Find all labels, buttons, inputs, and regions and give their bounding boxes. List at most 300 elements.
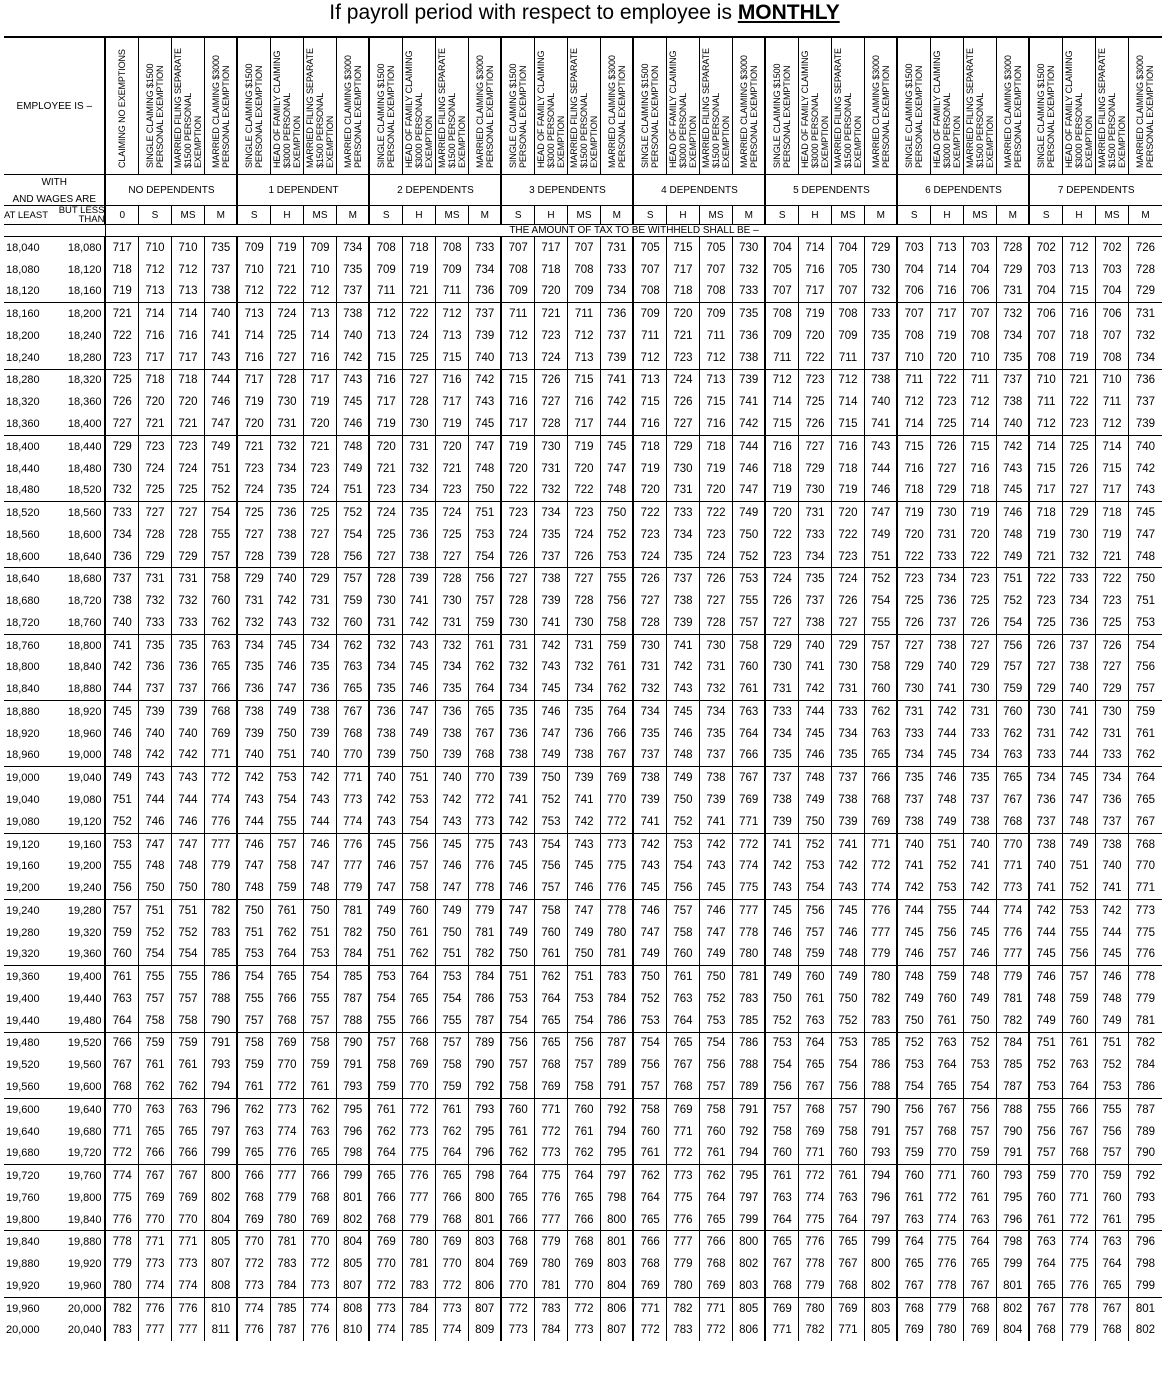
tax-amount: 715 (369, 347, 402, 369)
tax-amount: 742 (1062, 723, 1095, 745)
tax-amount: 725 (369, 524, 402, 546)
tax-amount: 757 (369, 1032, 402, 1054)
status-heading-text: HEAD OF FAMILY CLAIMING $3000 PERSONAL EXEMPTION (667, 50, 698, 168)
tax-amount: 771 (930, 1165, 963, 1187)
tax-amount: 758 (204, 568, 237, 590)
tax-amount: 804 (468, 1253, 501, 1275)
tax-amount: 779 (930, 1297, 963, 1319)
tax-amount: 782 (468, 944, 501, 966)
tax-amount: 749 (666, 767, 699, 789)
tax-amount: 774 (798, 1187, 831, 1209)
tax-amount: 788 (996, 1098, 1029, 1120)
tax-amount: 762 (567, 1142, 600, 1164)
tax-amount: 764 (567, 1165, 600, 1187)
table-row (4, 413, 1162, 435)
tax-amount: 734 (600, 281, 633, 303)
tax-amount: 724 (369, 502, 402, 524)
status-heading-text: MARRIED FILING SEPARATE $1500 PERSONAL EXEMPTION (568, 47, 599, 168)
tax-amount: 804 (600, 1275, 633, 1297)
tax-amount: 783 (864, 1010, 897, 1032)
tax-amount: 770 (1128, 855, 1162, 877)
tax-amount: 734 (963, 745, 996, 767)
tax-amount: 764 (963, 1231, 996, 1253)
tax-amount: 725 (303, 502, 336, 524)
tax-amount: 789 (468, 1032, 501, 1054)
wage-less-than: 18,120 (67, 263, 102, 276)
tax-amount: 748 (1062, 811, 1095, 833)
tax-amount: 754 (369, 988, 402, 1010)
tax-amount: 756 (534, 855, 567, 877)
tax-amount: 737 (765, 767, 798, 789)
status-heading-text: SINGLE CLAIMING $1500 PERSONAL EXEMPTION (904, 63, 925, 168)
tax-amount: 769 (633, 1275, 666, 1297)
tax-amount: 748 (765, 944, 798, 966)
tax-amount: 790 (1128, 1142, 1162, 1164)
tax-amount: 731 (930, 524, 963, 546)
tax-amount: 716 (930, 281, 963, 303)
tax-amount: 750 (1128, 568, 1162, 590)
tax-amount: 769 (831, 1297, 864, 1319)
tax-amount: 764 (1062, 1076, 1095, 1098)
tax-amount: 737 (864, 347, 897, 369)
tax-amount: 765 (897, 1253, 930, 1275)
tax-amount: 751 (270, 745, 303, 767)
tax-amount: 807 (204, 1253, 237, 1275)
tax-amount: 742 (963, 877, 996, 899)
tax-amount: 733 (105, 502, 138, 524)
table-row (4, 877, 1162, 899)
tax-amount: 772 (468, 789, 501, 811)
tax-amount: 762 (633, 1165, 666, 1187)
tax-amount: 771 (534, 1098, 567, 1120)
tax-amount: 709 (831, 325, 864, 347)
tax-amount: 761 (468, 634, 501, 656)
tax-amount: 748 (1095, 988, 1128, 1010)
tax-amount: 750 (963, 1010, 996, 1032)
tax-amount: 749 (831, 966, 864, 988)
tax-amount: 719 (501, 435, 534, 457)
tax-amount: 768 (897, 1297, 930, 1319)
tax-amount: 774 (105, 1165, 138, 1187)
tax-amount: 707 (699, 259, 732, 281)
tax-amount: 784 (402, 1297, 435, 1319)
tax-amount: 746 (567, 877, 600, 899)
tax-amount: 743 (633, 855, 666, 877)
tax-amount: 746 (930, 767, 963, 789)
wage-at-least: 18,440 (6, 462, 40, 475)
tax-amount: 798 (336, 1142, 369, 1164)
tax-amount: 733 (1095, 745, 1128, 767)
tax-amount: 707 (1029, 325, 1062, 347)
tax-amount: 716 (963, 458, 996, 480)
status-code: M (204, 206, 237, 225)
tax-amount: 777 (996, 944, 1029, 966)
tax-amount: 758 (138, 1010, 171, 1032)
tax-amount: 759 (1095, 1165, 1128, 1187)
tax-amount: 781 (270, 1231, 303, 1253)
tax-amount: 714 (897, 413, 930, 435)
tax-amount: 759 (996, 678, 1029, 700)
tax-amount: 752 (666, 811, 699, 833)
tax-amount: 745 (369, 833, 402, 855)
tax-amount: 758 (237, 1032, 270, 1054)
tax-amount: 799 (996, 1253, 1029, 1275)
tax-amount: 758 (534, 899, 567, 921)
tax-amount: 759 (369, 1076, 402, 1098)
tax-amount: 727 (534, 391, 567, 413)
tax-amount: 750 (270, 723, 303, 745)
tax-amount: 720 (831, 502, 864, 524)
tax-amount: 773 (666, 1165, 699, 1187)
tax-amount: 773 (303, 1275, 336, 1297)
tax-amount: 735 (798, 568, 831, 590)
tax-amount: 734 (765, 723, 798, 745)
tax-amount: 704 (1095, 281, 1128, 303)
tax-amount: 719 (567, 435, 600, 457)
tax-amount: 729 (1062, 502, 1095, 524)
tax-amount: 730 (435, 590, 468, 612)
tax-amount: 749 (798, 789, 831, 811)
wage-less-than: 19,200 (67, 860, 102, 873)
tax-amount: 739 (567, 767, 600, 789)
tax-amount: 740 (864, 391, 897, 413)
tax-amount: 767 (732, 767, 765, 789)
tax-amount: 723 (930, 391, 963, 413)
tax-amount: 777 (864, 922, 897, 944)
status-code: H (666, 206, 699, 225)
tax-amount: 743 (270, 612, 303, 634)
tax-amount: 777 (534, 1209, 567, 1231)
tax-amount: 769 (402, 1054, 435, 1076)
tax-amount: 747 (633, 922, 666, 944)
tax-amount: 745 (798, 723, 831, 745)
tax-amount: 727 (105, 413, 138, 435)
tax-amount: 725 (105, 369, 138, 391)
tax-amount: 758 (633, 1098, 666, 1120)
tax-amount: 751 (468, 502, 501, 524)
tax-amount: 747 (501, 899, 534, 921)
tax-amount: 709 (699, 303, 732, 325)
tax-amount: 719 (765, 479, 798, 501)
tax-amount: 782 (864, 988, 897, 1010)
wage-at-least: 18,120 (4, 281, 54, 303)
tax-amount: 749 (369, 899, 402, 921)
tax-amount: 745 (1095, 944, 1128, 966)
tax-amount: 727 (897, 634, 930, 656)
tax-amount: 759 (600, 634, 633, 656)
tax-amount: 747 (369, 877, 402, 899)
tax-amount: 784 (468, 966, 501, 988)
wage-less-than: 19,240 (54, 877, 106, 899)
tax-amount: 725 (270, 325, 303, 347)
tax-amount: 790 (996, 1121, 1029, 1143)
tax-amount: 770 (930, 1142, 963, 1164)
tax-amount: 738 (897, 811, 930, 833)
tax-amount: 758 (600, 612, 633, 634)
status-heading-text: MARRIED FILING SEPARATE $1500 PERSONAL EXEMPTION (964, 47, 995, 168)
tax-amount: 768 (864, 789, 897, 811)
tax-amount: 749 (732, 502, 765, 524)
wage-less-than: 18,600 (67, 528, 102, 541)
wage-at-least: 18,040 (6, 241, 40, 254)
tax-amount: 728 (534, 413, 567, 435)
tax-amount: 773 (237, 1275, 270, 1297)
status-code: M (600, 206, 633, 225)
tax-amount: 784 (270, 1275, 303, 1297)
tax-amount: 766 (369, 1187, 402, 1209)
tax-amount: 731 (534, 458, 567, 480)
tax-amount: 810 (336, 1320, 369, 1342)
tax-amount: 709 (237, 237, 270, 259)
wage-less-than: 19,400 (67, 971, 102, 984)
tax-amount: 761 (270, 899, 303, 921)
tax-amount: 791 (864, 1121, 897, 1143)
tax-amount: 761 (798, 988, 831, 1010)
tax-amount: 796 (864, 1187, 897, 1209)
tax-amount: 771 (204, 745, 237, 767)
tax-amount: 727 (666, 413, 699, 435)
tax-amount: 735 (996, 347, 1029, 369)
tax-amount: 726 (105, 391, 138, 413)
tax-amount: 735 (534, 524, 567, 546)
tax-amount: 749 (435, 899, 468, 921)
tax-amount: 752 (732, 546, 765, 568)
tax-amount: 763 (897, 1209, 930, 1231)
tax-amount: 710 (171, 237, 204, 259)
tax-amount: 740 (1062, 678, 1095, 700)
tax-amount: 757 (468, 590, 501, 612)
tax-amount: 798 (996, 1231, 1029, 1253)
tax-amount: 722 (1062, 391, 1095, 413)
status-code: M (732, 206, 765, 225)
tax-amount: 734 (270, 458, 303, 480)
status-code: S (765, 206, 798, 225)
table-row (4, 1187, 1162, 1209)
status-heading-text: SINGLE CLAIMING $1500 PERSONAL EXEMPTION (508, 63, 529, 168)
tax-amount: 773 (1128, 899, 1162, 921)
tax-amount: 726 (1029, 634, 1062, 656)
tax-amount: 745 (534, 678, 567, 700)
tax-amount: 744 (1029, 922, 1062, 944)
tax-amount: 768 (633, 1253, 666, 1275)
tax-amount: 765 (534, 1010, 567, 1032)
tax-amount: 775 (1128, 922, 1162, 944)
wage-less-than: 18,840 (67, 661, 102, 674)
tax-amount: 768 (798, 1098, 831, 1120)
tax-amount: 719 (237, 391, 270, 413)
tax-amount: 728 (996, 237, 1029, 259)
tax-amount: 765 (303, 1142, 336, 1164)
tax-amount: 811 (204, 1320, 237, 1342)
tax-amount: 753 (1029, 1076, 1062, 1098)
wage-at-least: 19,920 (4, 1275, 54, 1297)
tax-amount: 708 (369, 237, 402, 259)
tax-amount: 772 (567, 1297, 600, 1319)
tax-amount: 741 (798, 657, 831, 679)
tax-amount: 718 (171, 369, 204, 391)
tax-amount: 742 (303, 767, 336, 789)
tax-amount: 706 (963, 281, 996, 303)
tax-amount: 751 (171, 899, 204, 921)
tax-amount: 765 (567, 1187, 600, 1209)
tax-amount: 728 (699, 612, 732, 634)
tax-amount: 746 (270, 657, 303, 679)
tax-amount: 717 (567, 413, 600, 435)
tax-amount: 725 (1029, 612, 1062, 634)
tax-amount: 773 (402, 1121, 435, 1143)
tax-amount: 759 (105, 922, 138, 944)
tax-amount: 738 (765, 789, 798, 811)
tax-amount: 749 (864, 524, 897, 546)
tax-amount: 754 (765, 1054, 798, 1076)
tax-amount: 744 (1095, 922, 1128, 944)
tax-amount: 763 (831, 1187, 864, 1209)
tax-amount: 738 (633, 767, 666, 789)
tax-amount: 718 (402, 237, 435, 259)
table-row (4, 1142, 1162, 1164)
tax-amount: 769 (369, 1231, 402, 1253)
wage-less-than: 19,440 (67, 992, 102, 1005)
tax-amount: 738 (930, 634, 963, 656)
tax-amount: 765 (534, 1032, 567, 1054)
tax-amount: 708 (1095, 347, 1128, 369)
tax-amount: 761 (534, 944, 567, 966)
tax-amount: 800 (204, 1165, 237, 1187)
tax-amount: 780 (798, 1297, 831, 1319)
tax-amount: 753 (831, 1032, 864, 1054)
tax-amount: 775 (732, 877, 765, 899)
tax-amount: 773 (270, 1098, 303, 1120)
tax-amount: 740 (270, 568, 303, 590)
tax-amount: 746 (831, 922, 864, 944)
tax-amount: 758 (765, 1121, 798, 1143)
tax-amount: 757 (1128, 678, 1162, 700)
tax-amount: 795 (600, 1142, 633, 1164)
tax-amount: 723 (897, 568, 930, 590)
tax-amount: 717 (369, 391, 402, 413)
tax-amount: 752 (897, 1032, 930, 1054)
tax-amount: 737 (1062, 634, 1095, 656)
tax-amount: 764 (798, 1032, 831, 1054)
tax-amount: 775 (1062, 1253, 1095, 1275)
tax-amount: 755 (1029, 1098, 1062, 1120)
tax-amount: 725 (930, 413, 963, 435)
tax-amount: 738 (996, 391, 1029, 413)
tax-amount: 794 (732, 1142, 765, 1164)
tax-amount: 749 (996, 546, 1029, 568)
tax-amount: 723 (765, 546, 798, 568)
tax-amount: 727 (138, 502, 171, 524)
status-heading (402, 37, 435, 175)
tax-amount: 737 (699, 745, 732, 767)
tax-amount: 760 (402, 899, 435, 921)
wage-at-least: 19,960 (6, 1302, 40, 1315)
tax-amount: 715 (435, 347, 468, 369)
tax-amount: 751 (303, 922, 336, 944)
tax-amount: 785 (204, 944, 237, 966)
table-row (4, 1165, 1162, 1187)
tax-amount: 754 (1128, 634, 1162, 656)
tax-amount: 723 (534, 325, 567, 347)
tax-amount: 738 (666, 590, 699, 612)
tax-amount: 761 (831, 1165, 864, 1187)
tax-amount: 723 (699, 524, 732, 546)
tax-amount: 728 (237, 546, 270, 568)
tax-amount: 757 (1062, 966, 1095, 988)
tax-amount: 768 (369, 1209, 402, 1231)
tax-amount: 785 (732, 1010, 765, 1032)
tax-amount: 751 (501, 966, 534, 988)
tax-amount: 739 (138, 701, 171, 723)
tax-amount: 757 (171, 988, 204, 1010)
tax-amount: 749 (633, 944, 666, 966)
tax-amount: 761 (402, 922, 435, 944)
tax-amount: 792 (600, 1098, 633, 1120)
tax-amount: 727 (633, 590, 666, 612)
tax-amount: 751 (1062, 855, 1095, 877)
status-code: MS (567, 206, 600, 225)
tax-amount: 708 (435, 237, 468, 259)
status-heading (435, 37, 468, 175)
tax-amount: 744 (732, 435, 765, 457)
tax-amount: 770 (171, 1209, 204, 1231)
tax-amount: 772 (732, 833, 765, 855)
tax-amount: 749 (567, 922, 600, 944)
tax-amount: 783 (270, 1253, 303, 1275)
tax-amount: 718 (765, 458, 798, 480)
tax-amount: 767 (666, 1054, 699, 1076)
status-code: H (534, 206, 567, 225)
tax-amount: 764 (534, 988, 567, 1010)
tax-amount: 734 (1062, 590, 1095, 612)
tax-amount: 742 (1029, 899, 1062, 921)
tax-amount: 707 (963, 303, 996, 325)
with-wages-label (4, 175, 105, 206)
tax-amount: 726 (534, 369, 567, 391)
tax-amount: 742 (237, 767, 270, 789)
tax-amount: 739 (270, 546, 303, 568)
table-row (4, 1076, 1162, 1098)
tax-amount: 769 (666, 1098, 699, 1120)
tax-amount: 763 (1095, 1231, 1128, 1253)
tax-amount: 724 (171, 458, 204, 480)
tax-amount: 735 (897, 767, 930, 789)
wage-at-least: 19,880 (6, 1258, 40, 1271)
tax-amount: 781 (402, 1253, 435, 1275)
tax-amount: 749 (204, 435, 237, 457)
tax-amount: 731 (1095, 723, 1128, 745)
tax-amount: 753 (732, 568, 765, 590)
tax-amount: 747 (468, 435, 501, 457)
table-row (4, 678, 1162, 700)
tax-amount: 740 (138, 723, 171, 745)
tax-amount: 738 (237, 701, 270, 723)
tax-amount: 770 (501, 1275, 534, 1297)
tax-amount: 742 (996, 435, 1029, 457)
tax-amount: 805 (336, 1253, 369, 1275)
tax-amount: 730 (105, 458, 138, 480)
tax-amount: 743 (864, 435, 897, 457)
tax-amount: 765 (402, 988, 435, 1010)
tax-amount: 726 (1062, 458, 1095, 480)
tax-amount: 774 (303, 1297, 336, 1319)
tax-amount: 743 (138, 767, 171, 789)
tax-amount: 749 (765, 966, 798, 988)
tax-amount: 724 (567, 524, 600, 546)
tax-amount: 762 (369, 1121, 402, 1143)
amount-banner: THE AMOUNT OF TAX TO BE WITHHELD SHALL BE – (105, 225, 1162, 237)
tax-amount: 768 (105, 1076, 138, 1098)
